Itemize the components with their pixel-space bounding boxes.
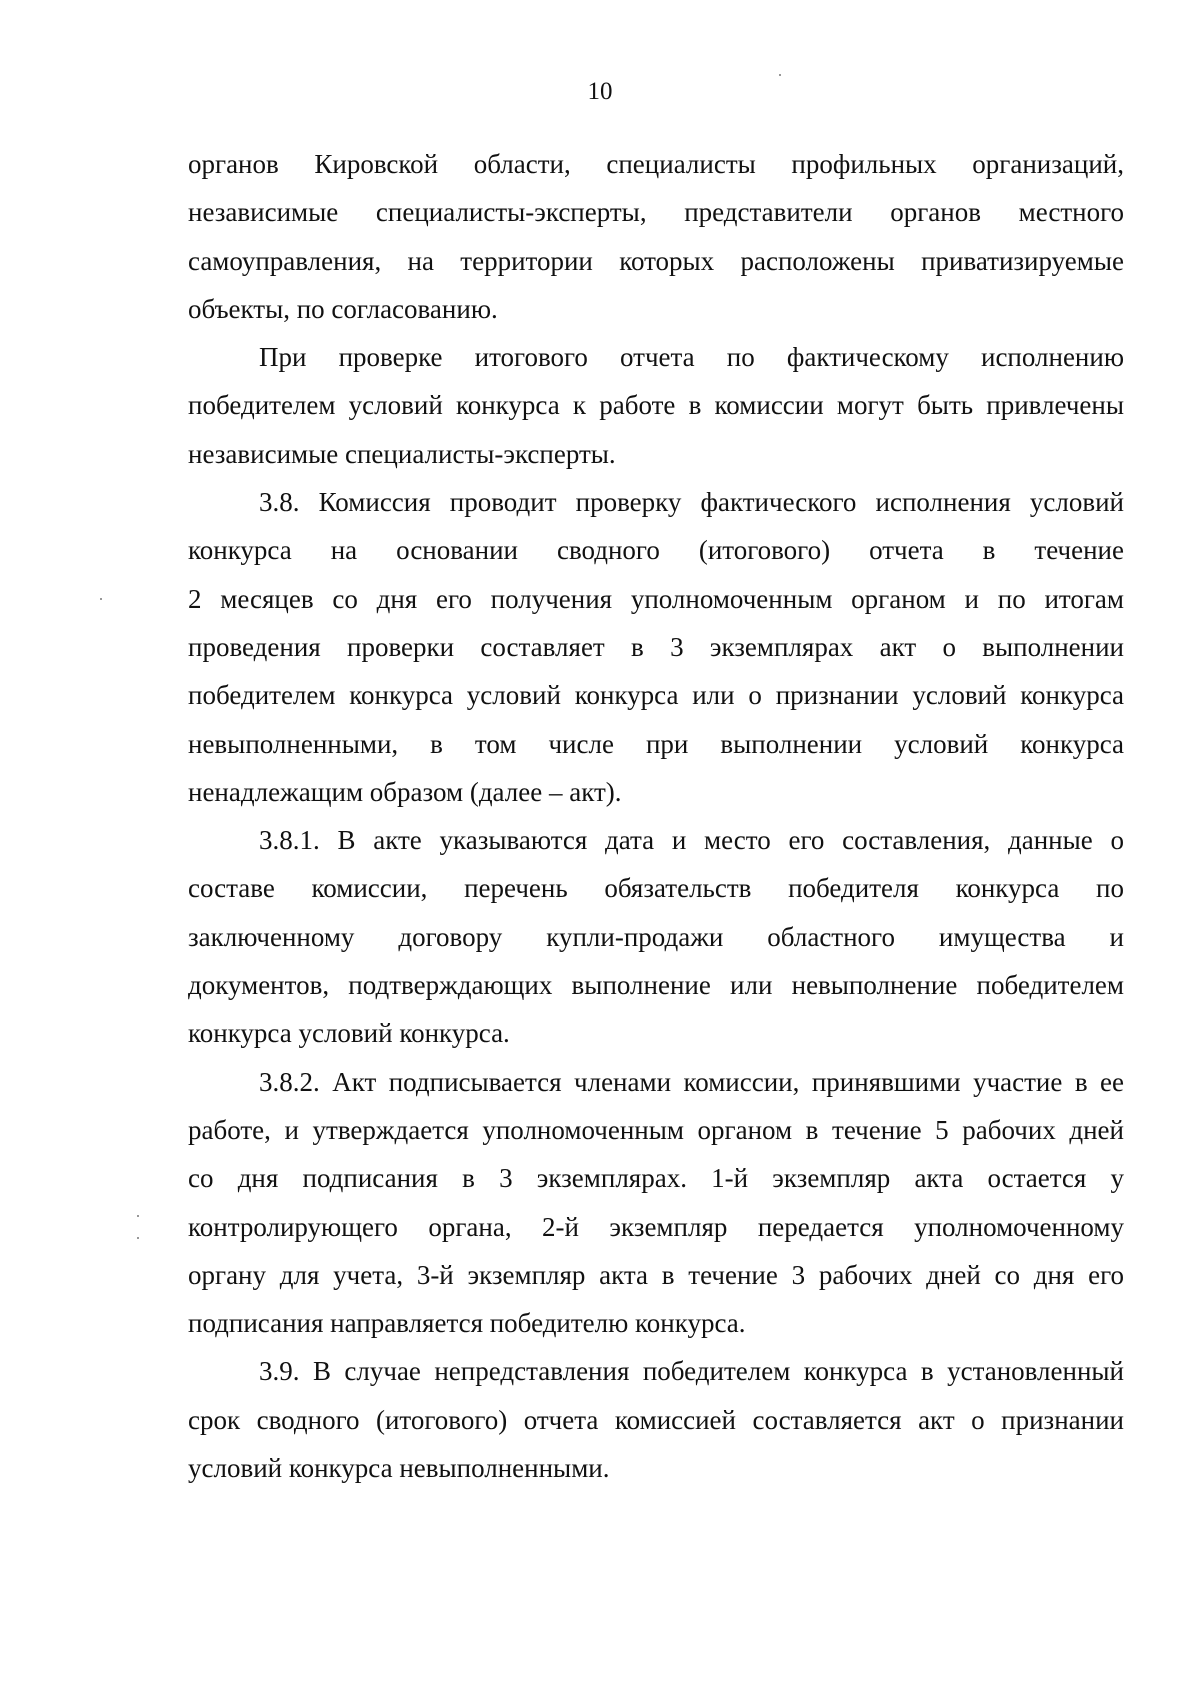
text-line: 2 месяцев со дня его получения уполномоченным органом и по итогам [188, 583, 1124, 614]
text-line: контролирующего органа, 2-й экземпляр передается уполномоченному [188, 1211, 1124, 1242]
paragraph [188, 1347, 1124, 1492]
text-line: органов Кировской области, специалисты профильных организаций, [188, 149, 1124, 179]
page-number: 10 [587, 78, 613, 105]
text-line: ненадлежащим образом (далее – акт). [188, 776, 622, 807]
text-line: составе комиссии, перечень обязательств победителя конкурса по [188, 873, 1124, 904]
text-line: подписания направляется победителю конкурса. [188, 1308, 746, 1339]
text-line: работе, и утверждается уполномоченным органом в течение 5 рабочих дней [188, 1114, 1124, 1145]
text-line: конкурса на основании сводного (итогового) отчета в течение [188, 535, 1124, 566]
text-line: со дня подписания в 3 экземплярах. 1-й экземпляр акта остается у [188, 1163, 1124, 1194]
text-line: органу для учета, 3-й экземпляр акта в течение 3 рабочих дней со дня его [188, 1259, 1124, 1290]
text-line: условий конкурса невыполненными. [188, 1453, 610, 1484]
text-line: документов, подтверждающих выполнение или невыполнение победителем [188, 970, 1124, 1001]
text-line: 3.8. Комиссия проводит проверку фактического исполнения условий [259, 487, 1124, 518]
scan-speck [779, 74, 781, 76]
scan-speck [137, 1215, 139, 1217]
text-line: победителем конкурса условий конкурса или о признании условий конкурса [188, 680, 1124, 711]
text-line: объекты, по согласованию. [188, 293, 498, 324]
paragraph [188, 333, 1124, 478]
scan-speck [100, 598, 102, 600]
text-line: самоуправления, на территории которых расположены приватизируемые [188, 245, 1124, 276]
text-line: 3.8.2. Акт подписывается членами комиссии, принявшими участие в ее [259, 1066, 1124, 1097]
text-line: При проверке итогового отчета по фактическому исполнению [259, 342, 1124, 373]
document-body [188, 140, 1124, 1492]
text-line: независимые специалисты-эксперты, представители органов местного [188, 197, 1124, 228]
text-line: невыполненными, в том числе при выполнении условий конкурса [188, 728, 1124, 759]
paragraph [188, 478, 1124, 816]
text-line: заключенному договору купли-продажи областного имущества и [188, 921, 1124, 952]
text-line: 3.8.1. В акте указываются дата и место его составления, данные о [259, 825, 1124, 856]
scan-speck [137, 1237, 139, 1239]
text-line: проведения проверки составляет в 3 экземплярах акт о выполнении [188, 631, 1124, 662]
text-line: 3.9. В случае непредставления победителем конкурса в установленный [259, 1356, 1124, 1387]
text-line: независимые специалисты-эксперты. [188, 438, 616, 469]
text-line: победителем условий конкурса к работе в комиссии могут быть привлечены [188, 390, 1124, 421]
text-line: конкурса условий конкурса. [188, 1018, 510, 1049]
paragraph [188, 140, 1124, 333]
paragraph [188, 816, 1124, 1057]
paragraph [188, 1058, 1124, 1348]
text-line: срок сводного (итогового) отчета комиссией составляется акт о признании [188, 1404, 1124, 1435]
